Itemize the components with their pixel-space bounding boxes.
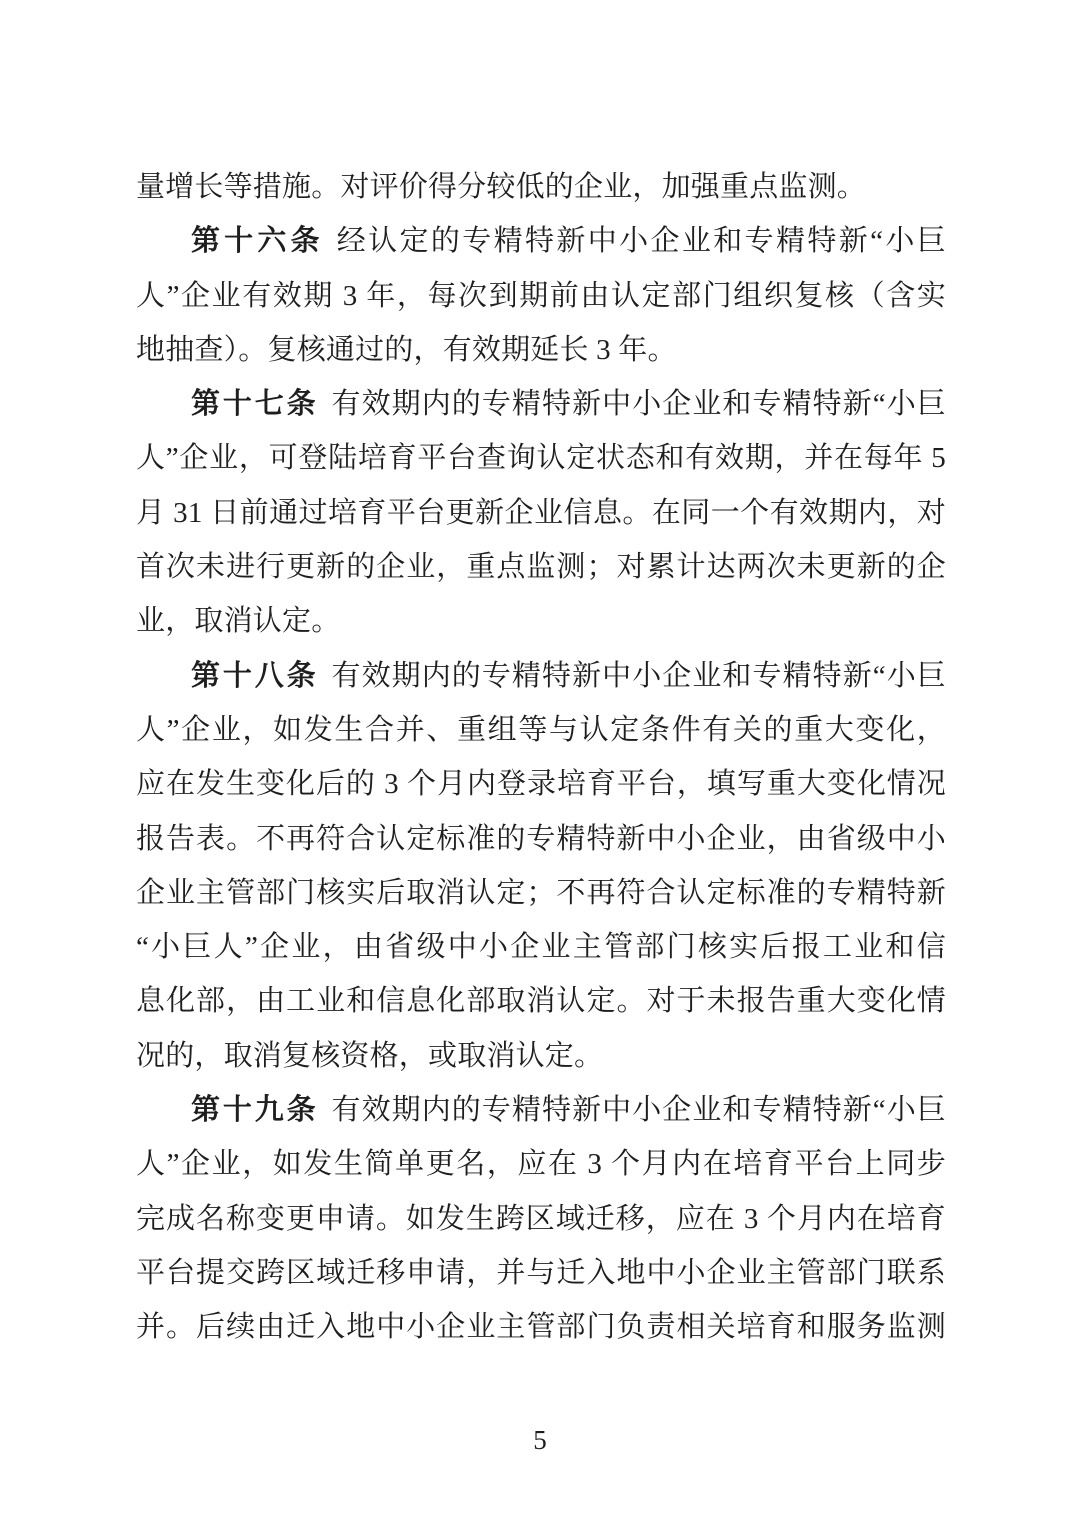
article-number-label: 第十七条: [191, 388, 319, 421]
text-line: “小巨人”企业，由省级中小企业主管部门核实后报工业和信: [136, 931, 946, 964]
text-line: 并。后续由迁入地中小企业主管部门负责相关培育和服务监测: [136, 1311, 946, 1344]
paragraph-continuation: [136, 160, 946, 214]
article-number-label: 第十六条: [191, 225, 324, 258]
article-19: [136, 1083, 946, 1354]
article-16: [136, 214, 946, 377]
text-line: 业，取消认定。: [136, 605, 341, 638]
text-line: 首次未进行更新的企业，重点监测；对累计达两次未更新的企: [136, 551, 946, 584]
text-line: 地抽查）。复核通过的，有效期延长 3 年。: [136, 333, 677, 366]
article-17: [136, 377, 946, 648]
text-line: 人”企业有效期 3 年，每次到期前由认定部门组织复核（含实: [136, 279, 946, 312]
article-number-label: 第十八条: [191, 659, 319, 692]
text-line: 平台提交跨区域迁移申请，并与迁入地中小企业主管部门联系: [136, 1256, 946, 1289]
text-line: 第十六条 经认定的专精特新中小企业和专精特新“小巨: [191, 225, 946, 258]
text-line: 第十七条 有效期内的专精特新中小企业和专精特新“小巨: [191, 388, 946, 421]
article-number-label: 第十九条: [191, 1094, 319, 1127]
text-line: 人”企业，可登陆培育平台查询认定状态和有效期，并在每年 5: [136, 442, 946, 475]
page-footer: [0, 1421, 1080, 1459]
text-line: 完成名称变更申请。如发生跨区域迁移，应在 3 个月内在培育: [136, 1202, 946, 1235]
text-line: 况的，取消复核资格，或取消认定。: [136, 1039, 604, 1072]
text-line: 第十八条 有效期内的专精特新中小企业和专精特新“小巨: [191, 659, 946, 692]
text-line: 人”企业，如发生简单更名，应在 3 个月内在培育平台上同步: [136, 1148, 946, 1181]
text-line: 量增长等措施。对评价得分较低的企业，加强重点监测。: [136, 171, 867, 203]
text-line: 第十九条 有效期内的专精特新中小企业和专精特新“小巨: [191, 1094, 946, 1127]
text-line: 应在发生变化后的 3 个月内登录培育平台，填写重大变化情况: [136, 768, 946, 801]
article-18: [136, 649, 946, 1083]
text-line: 人”企业，如发生合并、重组等与认定条件有关的重大变化，: [136, 713, 946, 746]
page-number: 5: [533, 1425, 547, 1455]
text-line: 月 31 日前通过培育平台更新企业信息。在同一个有效期内，对: [136, 496, 946, 529]
text-line: 企业主管部门核实后取消认定；不再符合认定标准的专精特新: [136, 876, 946, 909]
text-line: 报告表。不再符合认定标准的专精特新中小企业，由省级中小: [136, 822, 946, 855]
text-line: 息化部，由工业和信息化部取消认定。对于未报告重大变化情: [136, 985, 946, 1018]
document-body-text: [136, 160, 946, 1355]
